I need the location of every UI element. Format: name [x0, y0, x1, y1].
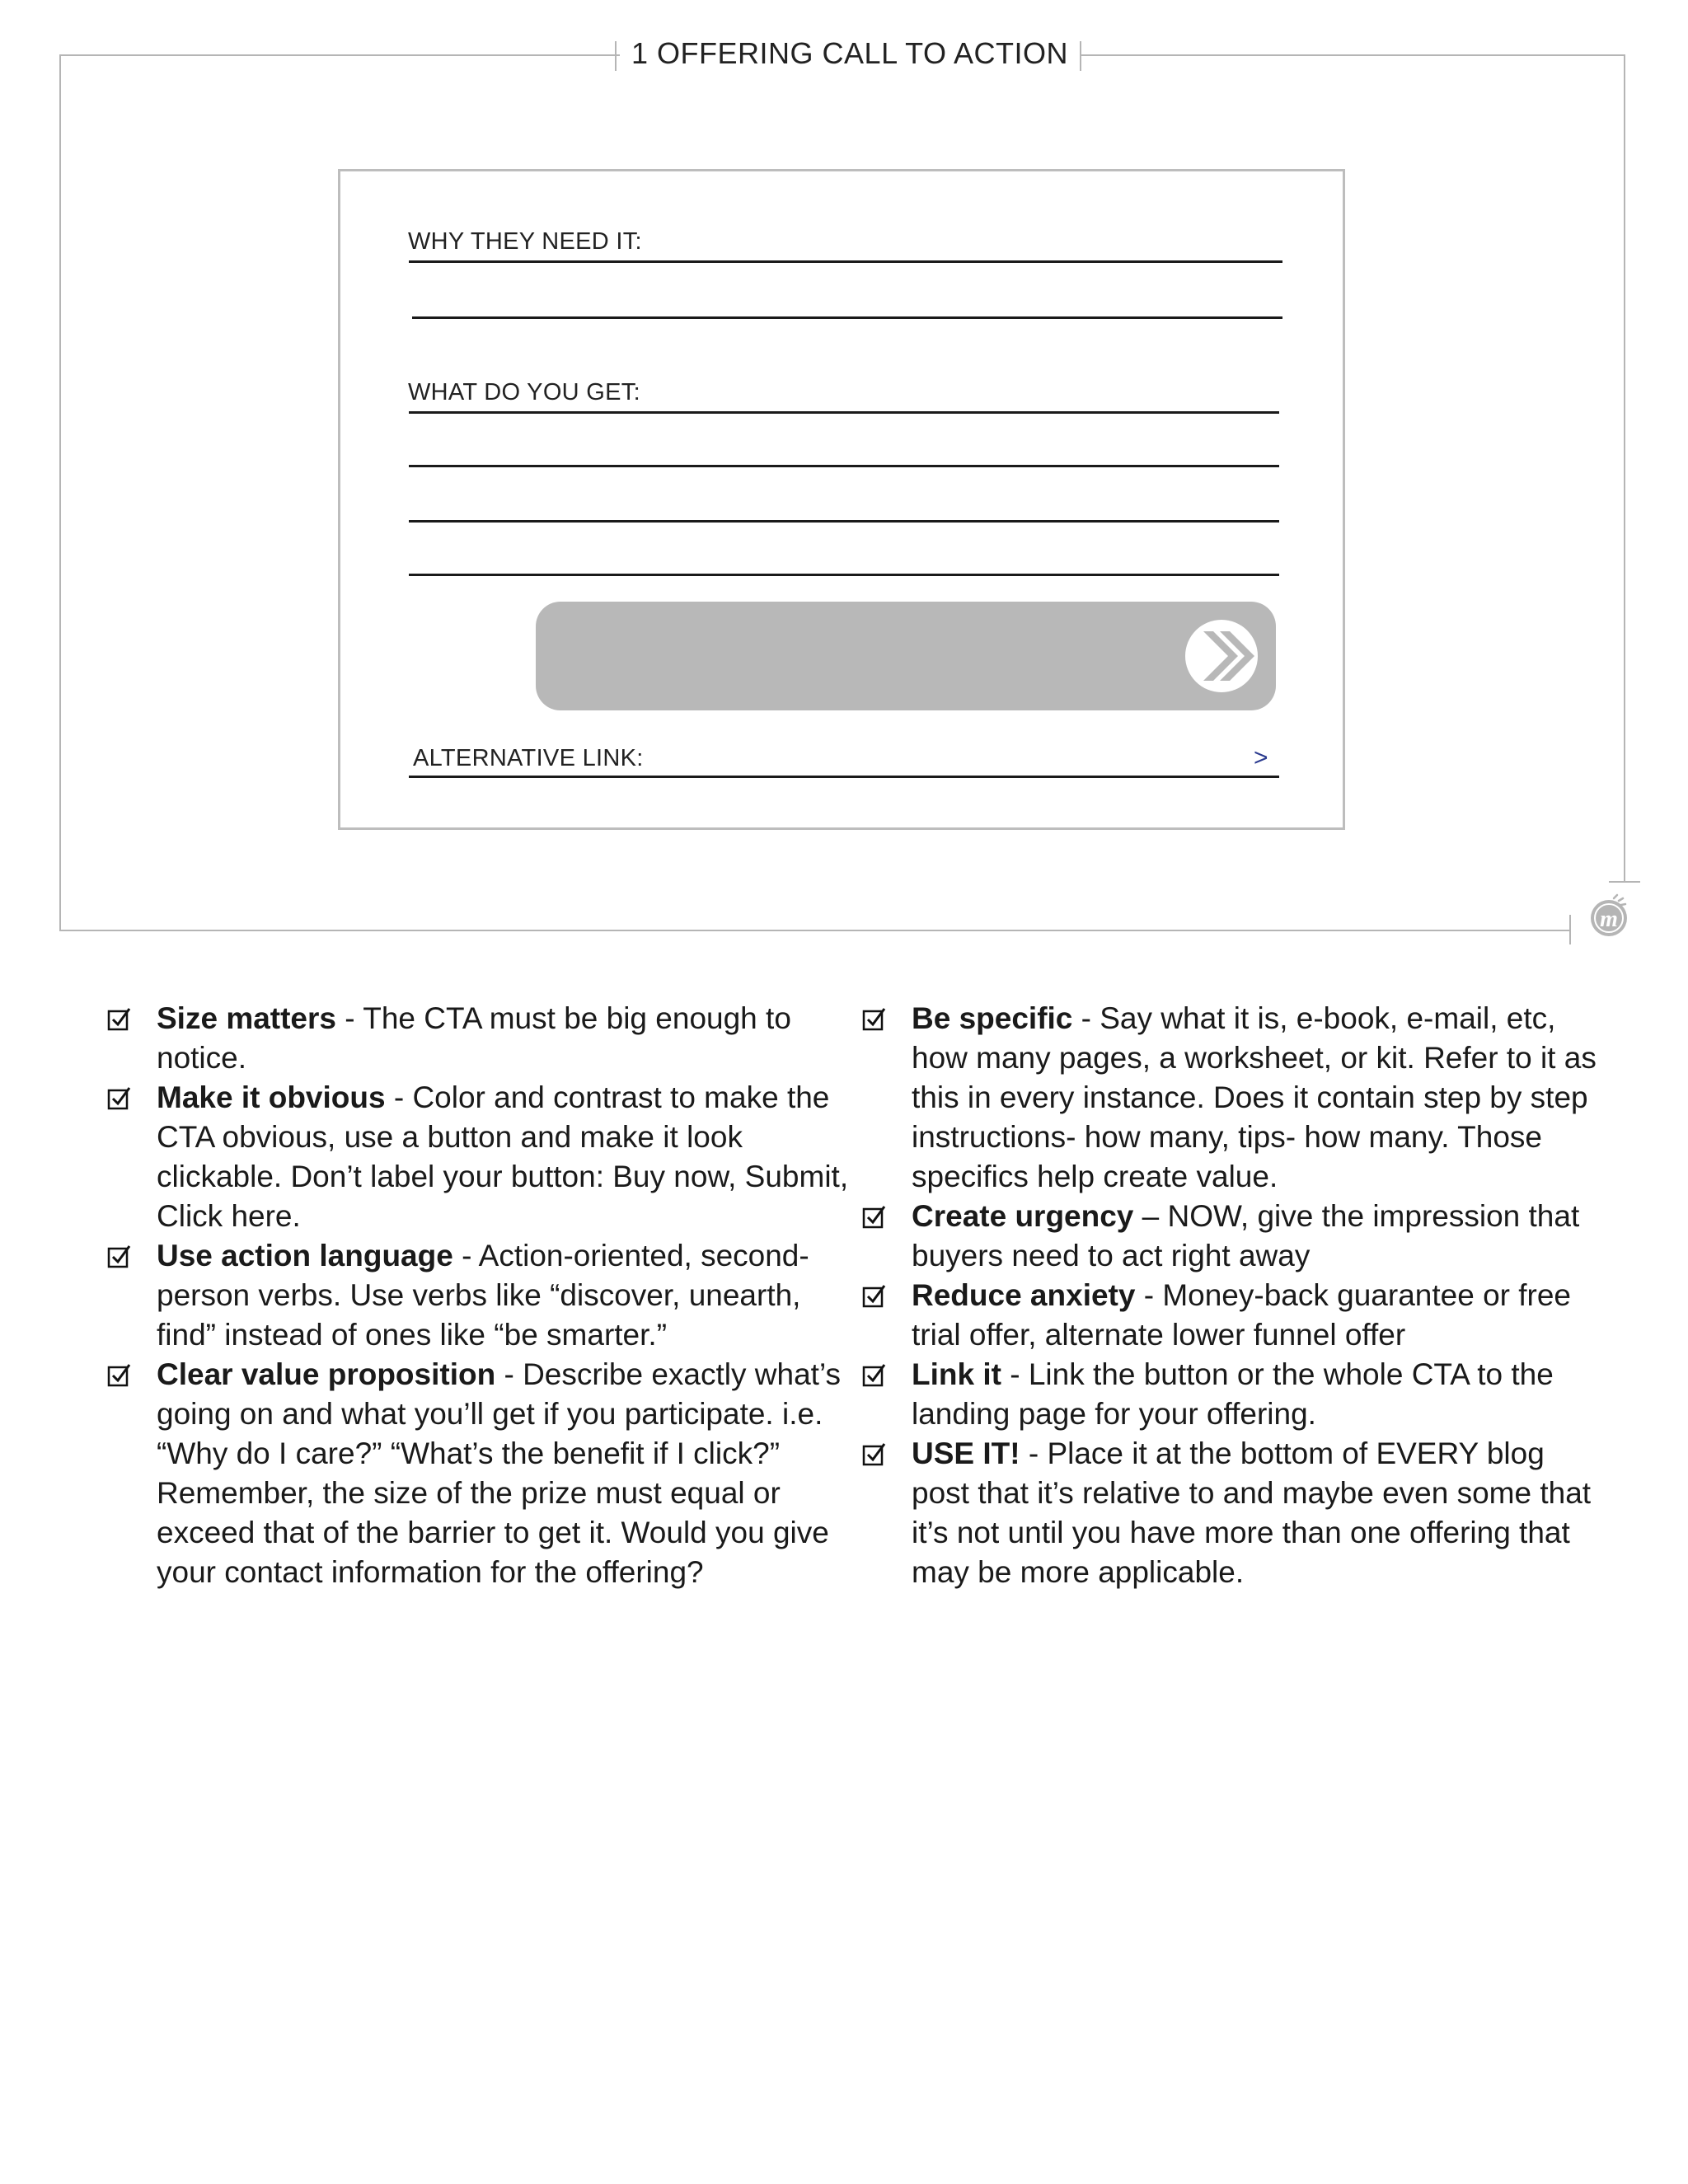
checklist-item-title: Use action language	[157, 1239, 453, 1272]
frame-border-top-left	[59, 54, 620, 56]
alternative-link-line[interactable]	[409, 776, 1279, 778]
checklist-item-title: Link it	[912, 1357, 1001, 1391]
checklist-item-title: USE IT!	[912, 1436, 1020, 1470]
checklist-item-title: Size matters	[157, 1001, 336, 1035]
checklist-item-text: - Action-oriented, second-person verbs. Use verbs like “discover, unearth, find” instead of ones like “be smarter.”	[157, 1239, 809, 1352]
svg-text:m: m	[1600, 907, 1618, 932]
checked-box-icon	[862, 1284, 887, 1309]
checklist-item-text: - Describe exactly what’s going on and what you’ll get if you participate. i.e. “Why do I care?” “What’s the benefit if I click?” Remember, the size of the prize must equal or exceed that of the barrier to get it. Would you give your contact information for the offering?	[157, 1357, 842, 1589]
checklist-item	[862, 1434, 1604, 1592]
checklist-item-title: Reduce anxiety	[912, 1278, 1136, 1312]
what-line-3[interactable]	[409, 520, 1279, 523]
checklist-item	[862, 1276, 1604, 1355]
checklist-item-text: - Place it at the bottom of EVERY blog post that it’s relative to and maybe even some that it’s not until you have more than one offering that may be more applicable.	[912, 1436, 1592, 1589]
checklist-item-title: Be specific	[912, 1001, 1073, 1035]
checklist-item	[107, 1236, 849, 1355]
checklist-item-text: – NOW, give the impression that buyers need to act right away	[912, 1199, 1580, 1272]
checklist-right-column	[862, 999, 1604, 1592]
why-line-1[interactable]	[409, 260, 1282, 263]
checklist-left-column	[107, 999, 849, 1592]
checklist-item	[107, 1355, 849, 1592]
checklist-item-text: - Say what it is, e-book, e-mail, etc, how many pages, a worksheet, or kit. Refer to it as this in every instance. Does it contain step by step instructions- how many, tips- how many. Those specifics help create value.	[912, 1001, 1597, 1193]
checklist-item	[107, 1078, 849, 1236]
m-circle-logo-icon	[1586, 893, 1632, 940]
why-line-2[interactable]	[412, 316, 1282, 319]
checked-box-icon	[107, 1007, 132, 1032]
alternative-link-label: ALTERNATIVE LINK:	[413, 745, 644, 771]
frame-border-bottom	[59, 930, 1569, 931]
frame-border-right	[1624, 54, 1625, 882]
checklist-item	[862, 1355, 1604, 1434]
what-line-4[interactable]	[409, 574, 1279, 576]
frame-tick	[1569, 915, 1571, 944]
checklist-item	[107, 999, 849, 1078]
checked-box-icon	[107, 1086, 132, 1111]
checklist-item-title: Clear value proposition	[157, 1357, 496, 1391]
frame-border-top-right	[1081, 54, 1625, 56]
checklist-item	[862, 1197, 1604, 1276]
checklist-item-title: Create urgency	[912, 1199, 1134, 1233]
checked-box-icon	[107, 1244, 132, 1269]
cta-template-box	[338, 169, 1345, 830]
checklist-item-text: - Color and contrast to make the CTA obvious, use a button and make it look clickable. Don’t label your button: Buy now, Submit, Click here.	[157, 1080, 849, 1233]
frame-tick	[1609, 881, 1640, 883]
what-do-you-get-label: WHAT DO YOU GET:	[408, 379, 640, 405]
alternative-link-arrow[interactable]: >	[1254, 744, 1268, 771]
checked-box-icon	[862, 1363, 887, 1388]
double-chevron-right-icon	[1184, 618, 1259, 694]
what-line-2[interactable]	[409, 465, 1279, 467]
why-they-need-it-label: WHY THEY NEED IT:	[408, 228, 642, 255]
frame-border-left	[59, 54, 61, 931]
checked-box-icon	[862, 1442, 887, 1467]
page-title: 1 OFFERING CALL TO ACTION	[631, 36, 1068, 70]
checked-box-icon	[107, 1363, 132, 1388]
checklist-item-text: - Link the button or the whole CTA to the landing page for your offering.	[912, 1357, 1554, 1431]
checklist-item-title: Make it obvious	[157, 1080, 386, 1114]
checked-box-icon	[862, 1007, 887, 1032]
checklist-item	[862, 999, 1604, 1197]
what-line-1[interactable]	[409, 411, 1279, 414]
cta-button[interactable]	[536, 602, 1276, 710]
checklist-item-text: - Money-back guarantee or free trial offer, alternate lower funnel offer	[912, 1278, 1572, 1352]
frame-tick	[1080, 41, 1081, 71]
checked-box-icon	[862, 1205, 887, 1230]
frame-tick	[615, 41, 617, 71]
checklist-item-text: - The CTA must be big enough to notice.	[157, 1001, 791, 1075]
